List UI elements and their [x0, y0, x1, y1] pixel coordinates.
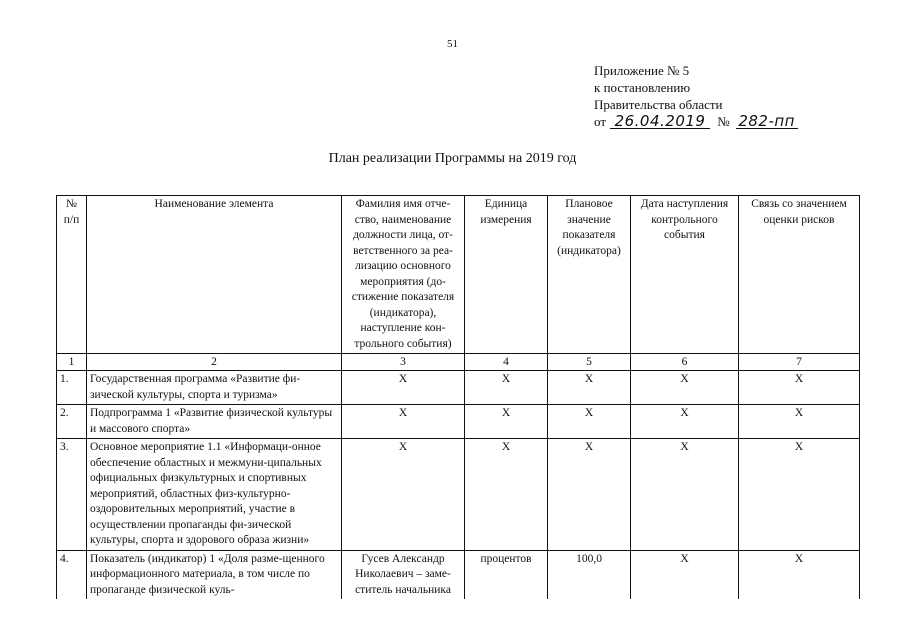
element-name: Показатель (индикатор) 1 «Доля разме-щенного информационного материала, в том числе по пропаганде физической куль- — [87, 550, 342, 599]
table-row — [57, 439, 860, 551]
appendix-block — [594, 62, 798, 130]
appendix-line-4 — [594, 113, 798, 130]
element-name: Государственная программа «Развитие фи-зической культуры, спорта и туризма» — [87, 371, 342, 405]
plan-value-cell: X — [548, 405, 631, 439]
responsible-cell: X — [342, 405, 465, 439]
header-unit: Единица измерения — [465, 196, 548, 354]
column-number: 7 — [739, 354, 860, 371]
element-name: Подпрограмма 1 «Развитие физической культуры и массового спорта» — [87, 405, 342, 439]
appendix-line-3: Правительства области — [594, 97, 723, 112]
plan-value-cell: 100,0 — [548, 550, 631, 599]
risk-link-cell: X — [739, 371, 860, 405]
appendix-line-2: к постановлению — [594, 80, 691, 95]
appendix-line-1: Приложение № 5 — [594, 63, 690, 78]
table-row — [57, 371, 860, 405]
document-title: План реализации Программы на 2019 год — [328, 151, 577, 166]
event-date-cell: X — [631, 550, 739, 599]
handwritten-number: 282-пп — [736, 114, 798, 129]
risk-link-cell: X — [739, 405, 860, 439]
unit-cell: X — [465, 439, 548, 551]
header-responsible: Фамилия имя отче-ство, наименование должности лица, от-ветственного за реа-лизацию основного мероприятия (до-стижение показателя (индикатора), наступление кон-трольного события) — [342, 196, 465, 354]
risk-link-cell: X — [739, 550, 860, 599]
row-number: 4. — [57, 550, 87, 599]
column-number: 1 — [57, 354, 87, 371]
header-element-name: Наименование элемента — [87, 196, 342, 354]
table-row — [57, 405, 860, 439]
header-number: № п/п — [57, 196, 87, 354]
header-plan-value: Плановое значение показателя (индикатора) — [548, 196, 631, 354]
plan-value-cell: X — [548, 371, 631, 405]
table-row — [57, 550, 860, 599]
row-number: 3. — [57, 439, 87, 551]
from-label: от — [594, 114, 607, 129]
plan-value-cell: X — [548, 439, 631, 551]
row-number: 1. — [57, 371, 87, 405]
element-name: Основное мероприятие 1.1 «Информаци-онное обеспечение областных и межмуни-ципальных официальных физкультурных и спортивных мероприятий, областных физ-культурно-оздоровительных мероприятий, участие в осуществлении пропаганды фи-зической культуры, спорта и здорового образа жизни» — [87, 439, 342, 551]
responsible-cell: X — [342, 371, 465, 405]
column-number: 2 — [87, 354, 342, 371]
column-number: 6 — [631, 354, 739, 371]
column-number: 3 — [342, 354, 465, 371]
unit-cell: процентов — [465, 550, 548, 599]
unit-cell: X — [465, 371, 548, 405]
risk-link-cell: X — [739, 439, 860, 551]
column-number: 4 — [465, 354, 548, 371]
column-number-row — [57, 354, 860, 371]
event-date-cell: X — [631, 371, 739, 405]
event-date-cell: X — [631, 405, 739, 439]
number-label: № — [717, 114, 730, 129]
unit-cell: X — [465, 405, 548, 439]
row-number: 2. — [57, 405, 87, 439]
page-number: 51 — [447, 38, 458, 50]
column-number: 5 — [548, 354, 631, 371]
event-date-cell: X — [631, 439, 739, 551]
header-event-date: Дата наступления контрольного события — [631, 196, 739, 354]
header-risk-link: Связь со значением оценки рисков — [739, 196, 860, 354]
plan-table — [56, 195, 860, 599]
responsible-cell: X — [342, 439, 465, 551]
handwritten-date: 26.04.2019 — [610, 114, 710, 129]
table-header-row — [57, 196, 860, 354]
responsible-cell: Гусев Александр Николаевич – заме-ститель начальника — [342, 550, 465, 599]
